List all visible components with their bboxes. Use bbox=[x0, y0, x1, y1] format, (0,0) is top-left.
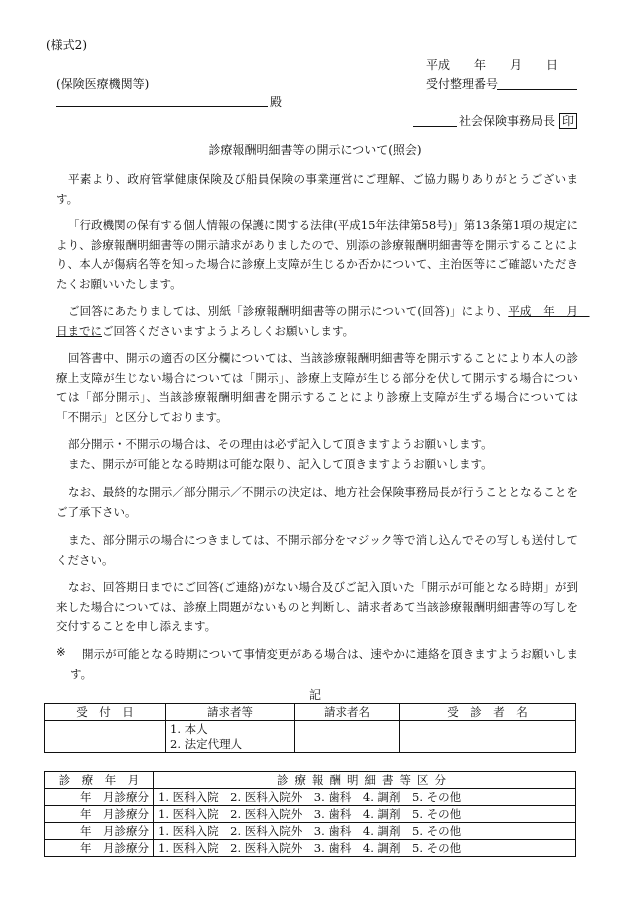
sender-block bbox=[459, 112, 577, 129]
paragraph-3-text-b: ご回答くださいますようよろしくお願いします。 bbox=[102, 323, 355, 338]
col-requester-name: 請求者名 bbox=[295, 704, 400, 721]
requester-name-cell[interactable] bbox=[295, 721, 400, 753]
ki-heading: 記 bbox=[308, 688, 321, 702]
requester-option-agent: 2. 法定代理人 bbox=[170, 736, 243, 751]
patient-name-cell[interactable] bbox=[400, 721, 576, 753]
receipt-number-line bbox=[497, 89, 577, 90]
paragraph-7: なお、最終的な開示／部分開示／不開示の決定は、地方社会保険事務局長が行うこととなることをご了承下さい。 bbox=[56, 485, 578, 519]
col-statement-type: 診療報酬明細書等区分 bbox=[154, 772, 576, 789]
requester-type-cell[interactable] bbox=[166, 721, 295, 753]
addressee-suffix: 殿 bbox=[270, 95, 283, 109]
paragraph-3 bbox=[56, 302, 590, 341]
statement-table bbox=[44, 771, 576, 857]
table-row bbox=[45, 840, 576, 857]
paragraph-5: 部分開示・不開示の場合は、その理由は必ず記入して頂きますようお願いします。 bbox=[68, 437, 493, 451]
statement-type-cell[interactable]: 1. 医科入院 2. 医科入院外 3. 歯科 4. 調剤 5. その他 bbox=[154, 806, 576, 823]
sender-prefix-line bbox=[413, 126, 457, 127]
statement-type-cell[interactable]: 1. 医科入院 2. 医科入院外 3. 歯科 4. 調剤 5. その他 bbox=[154, 789, 576, 806]
addressee-line bbox=[56, 106, 268, 107]
paragraph-6: また、開示が可能となる時期は可能な限り、記入して頂きますようお願いします。 bbox=[68, 457, 493, 471]
col-requester-type: 請求者等 bbox=[166, 704, 295, 721]
table-row bbox=[45, 806, 576, 823]
statement-type-cell[interactable]: 1. 医科入院 2. 医科入院外 3. 歯科 4. 調剤 5. その他 bbox=[154, 840, 576, 857]
table-row bbox=[45, 789, 576, 806]
treatment-month-cell[interactable]: 年 月診療分 bbox=[45, 806, 154, 823]
paragraph-1: 平素より、政府管掌健康保険及び船員保険の事業運営にご理解、ご協力賜りありがとうございます。 bbox=[56, 172, 578, 206]
note-text: 開示が可能となる時期について事情変更がある場合は、速やかに連絡を頂きますようお願いします。 bbox=[70, 647, 578, 681]
statement-type-cell[interactable]: 1. 医科入院 2. 医科入院外 3. 歯科 4. 調剤 5. その他 bbox=[154, 823, 576, 840]
form-label: (様式2) bbox=[46, 38, 87, 52]
treatment-month-cell[interactable]: 年 月診療分 bbox=[45, 823, 154, 840]
paragraph-8: また、部分開示の場合につきましては、不開示部分をマジック等で消し込んでその写しも送付してください。 bbox=[56, 533, 578, 567]
treatment-month-cell[interactable]: 年 月診療分 bbox=[45, 840, 154, 857]
reply-deadline: 平成 年 月 日までに bbox=[56, 304, 590, 338]
paragraph-4: 回答書中、開示の適否の区分欄については、当該診療報酬明細書等を開示することにより本人の診療上支障が生じない場合については「開示」、診療上支障が生じる部分を伏して開示する場合については「部分開示」、当該診療報酬明細書を開示することにより診療上支障が生ずる場合については「不開示」と区分しております。 bbox=[56, 351, 578, 424]
note-mark: ※ bbox=[56, 645, 66, 659]
table-row bbox=[45, 823, 576, 840]
treatment-month-cell[interactable]: 年 月診療分 bbox=[45, 789, 154, 806]
paragraph-2: 「行政機関の保有する個人情報の保護に関する法律(平成15年法律第58号)」第13条第1項の規定により、診療報酬明細書等の開示請求がありましたので、別添の診療報酬明細書等を開示することにより、本人が傷病名等を知った場合に診療上支障が生じるか否かについて、主治医等にご確認いただきたくお願いいたします。 bbox=[56, 218, 578, 291]
receipt-number-label: 受付整理番号 bbox=[426, 77, 499, 91]
col-receipt-date: 受 付 日 bbox=[45, 704, 166, 721]
request-table bbox=[44, 703, 576, 753]
receipt-date-cell[interactable] bbox=[45, 721, 166, 753]
sender-title: 社会保険事務局長 bbox=[459, 114, 556, 128]
col-patient-name: 受 診 者 名 bbox=[400, 704, 576, 721]
paragraph-3-text-a: ご回答にあたりましては、別紙「診療報酬明細書等の開示について(回答)」により、 bbox=[68, 304, 509, 318]
seal-mark: 印 bbox=[559, 113, 577, 129]
document-title: 診療報酬明細書等の開示について(照会) bbox=[208, 143, 422, 157]
paragraph-9: なお、回答期日までにご回答(ご連絡)がない場合及びご記入頂いた「開示が可能となる時期」が到来した場合については、診療上問題がないものと判断し、請求者あて当該診療報酬明細書等の写しを交付することを申し添えます。 bbox=[56, 580, 578, 633]
col-treatment-month: 診 療 年 月 bbox=[45, 772, 154, 789]
requester-option-self: 1. 本人 bbox=[170, 721, 208, 736]
date-line: 平成 年 月 日 bbox=[426, 58, 559, 72]
institution-label: (保険医療機関等) bbox=[56, 77, 150, 91]
